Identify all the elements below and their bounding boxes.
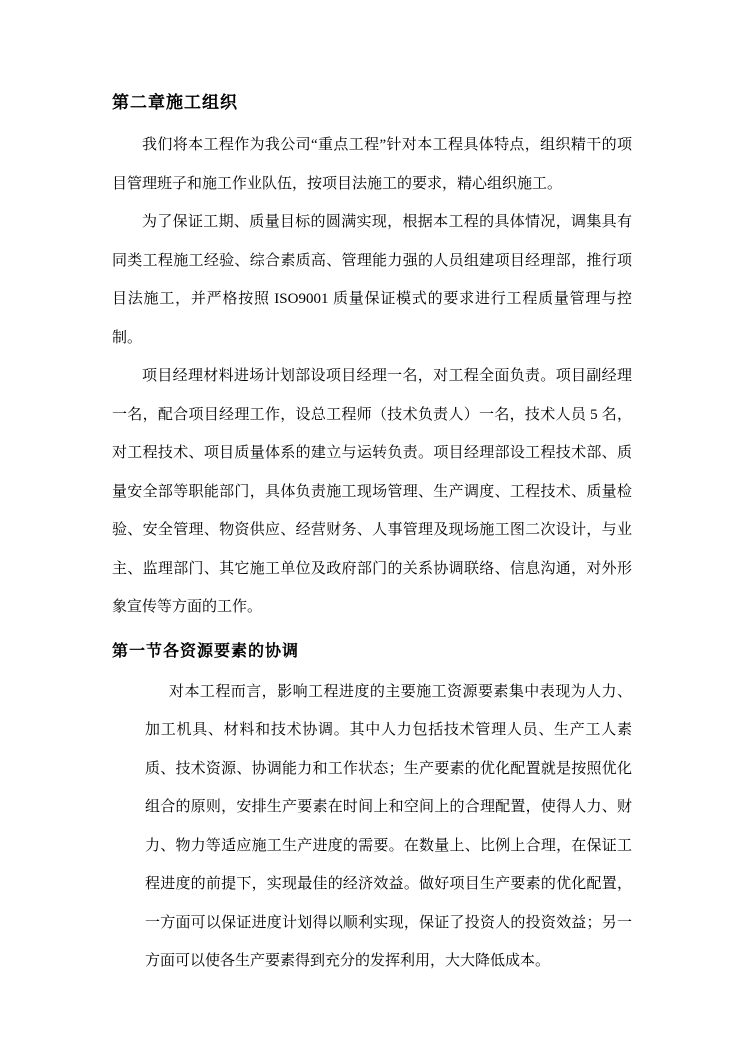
chapter-intro-body <box>112 126 632 627</box>
section-heading: 第一节各资源要素的协调 <box>112 642 300 660</box>
chapter-heading: 第二章施工组织 <box>112 93 238 112</box>
section-body <box>112 673 632 981</box>
paragraph: 为了保证工期、质量目标的圆满实现，根据本工程的具体情况，调集具有同类工程施工经验、综合素质高、管理能力强的人员组建项目经理部，推行项目法施工，并严格按照 ISO9001 质量保证模式的要求进行工程质量管理与控制。 <box>112 214 632 346</box>
paragraph: 对本工程而言，影响工程进度的主要施工资源要素集中表现为人力、加工机具、材料和技术协调。其中人力包括技术管理人员、生产工人素质、技术资源、协调能力和工作状态；生产要素的优化配置就是按照优化组合的原则，安排生产要素在时间上和空间上的合理配置，使得人力、财力、物力等适应施工生产进度的需要。在数量上、比例上合理，在保证工程进度的前提下，实现最佳的经济效益。做好项目生产要素的优化配置，一方面可以保证进度计划得以顺利实现，保证了投资人的投资效益；另一方面可以使各生产要素得到充分的发挥利用，大大降低成本。 <box>145 683 632 969</box>
paragraph: 项目经理材料进场计划部设项目经理一名，对工程全面负责。项目副经理一名，配合项目经理工作，设总工程师（技术负责人）一名，技术人员 5 名，对工程技术、项目质量体系的建立与运转负责。项目经理部设工程技术部、质量安全部等职能部门，具体负责施工现场管理、生产调度、工程技术、质量检验、安全管理、物资供应、经营财务、人事管理及现场施工图二次设计，与业主、监理部门、其它施工单位及政府部门的关系协调联络、信息沟通，对外形象宣传等方面的工作。 <box>112 368 632 615</box>
paragraph: 我们将本工程作为我公司“重点工程”针对本工程具体特点，组织精干的项目管理班子和施工作业队伍，按项目法施工的要求，精心组织施工。 <box>112 137 632 192</box>
